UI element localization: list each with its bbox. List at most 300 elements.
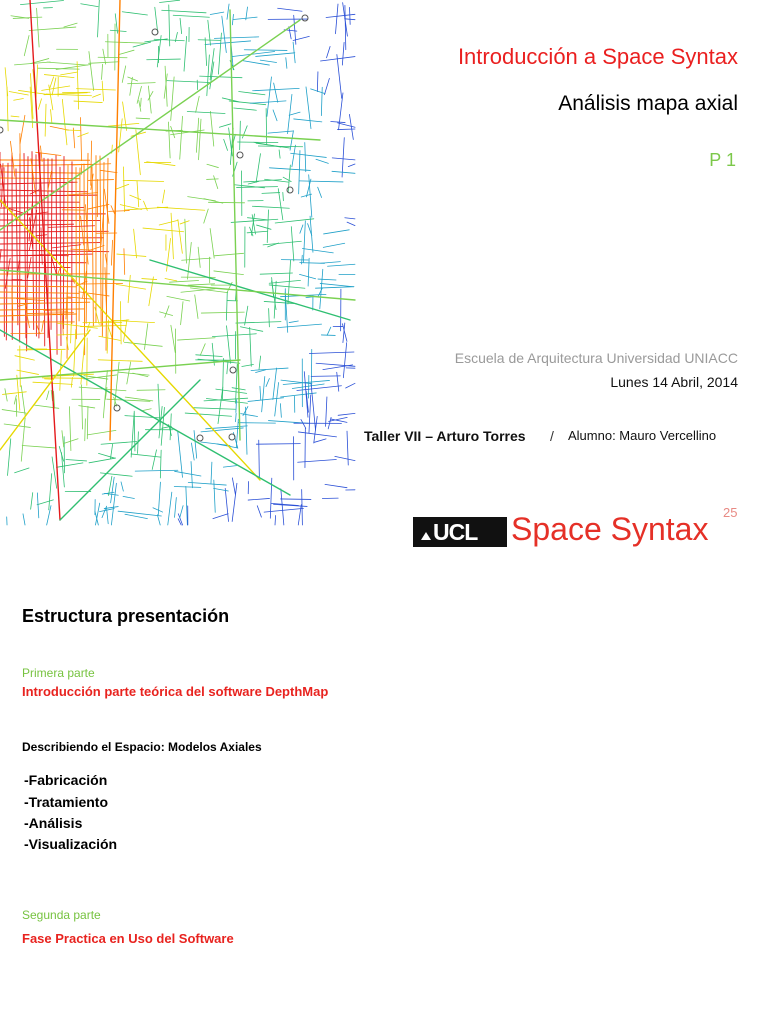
axial-line [207, 179, 219, 180]
axial-line [199, 119, 201, 160]
axial-line [262, 193, 280, 194]
axial-line [124, 320, 127, 342]
axial-line [173, 15, 209, 17]
axial-line [74, 330, 76, 377]
axial-line [233, 17, 257, 19]
axial-line [259, 356, 261, 369]
axial-line [266, 109, 267, 145]
axial-line [95, 307, 99, 324]
axial-line [239, 91, 265, 94]
axial-line [178, 338, 216, 340]
axial-line [0, 270, 355, 300]
axial-line [230, 10, 240, 440]
axial-line [0, 330, 290, 495]
axial-line [191, 443, 194, 460]
axial-line [45, 104, 46, 136]
axial-line [316, 159, 328, 163]
axial-line [305, 142, 306, 171]
axial-line [117, 254, 146, 256]
axial-line [294, 119, 322, 122]
axial-line [124, 249, 125, 275]
axial-line [171, 213, 173, 259]
axial-line [108, 123, 139, 126]
taller-name: Taller VII – Arturo Torres [364, 428, 526, 444]
axial-line [48, 226, 95, 228]
axial-line [280, 404, 281, 418]
axial-line [318, 187, 322, 197]
axial-line [0, 243, 100, 244]
axial-line [37, 8, 40, 47]
axial-line [291, 153, 327, 157]
axial-line [218, 387, 223, 424]
map-node [0, 127, 3, 133]
axial-line [260, 386, 261, 400]
axial-line [71, 323, 72, 343]
axial-line [27, 313, 73, 314]
axial-line [188, 482, 226, 485]
axial-line [298, 505, 301, 525]
axial-line [232, 478, 235, 494]
axial-line [210, 12, 224, 14]
axial-line [6, 163, 8, 340]
axial-line [240, 327, 262, 332]
axial-line [81, 385, 82, 429]
axial-line [51, 159, 52, 330]
axial-line [302, 248, 333, 252]
axial-line [195, 295, 198, 319]
axial-line [15, 356, 34, 360]
presentation-subtitle: Análisis mapa axial [558, 92, 738, 115]
axial-line [331, 122, 345, 123]
axial-line [27, 212, 47, 215]
axial-line [185, 413, 231, 416]
axial-line [308, 258, 309, 286]
axial-line [60, 167, 61, 345]
list-item: -Visualización [24, 836, 118, 852]
axial-line [119, 50, 134, 54]
axial-line [105, 42, 144, 43]
axial-line [338, 129, 355, 130]
axial-line [102, 64, 103, 79]
axial-line [0, 360, 240, 380]
axial-line [180, 116, 183, 159]
axial-line [247, 218, 267, 220]
ucl-space-syntax-logo [413, 505, 743, 555]
axial-line [115, 362, 120, 405]
axial-line [337, 55, 342, 99]
axial-line [121, 482, 123, 491]
axial-line [345, 5, 346, 49]
axial-line [24, 36, 29, 56]
axial-line [303, 221, 305, 262]
axial-line [89, 458, 116, 463]
axial-line [227, 326, 231, 364]
axial-line [316, 363, 355, 366]
axial-line [87, 430, 116, 435]
axial-line [210, 229, 214, 259]
axial-line [266, 379, 269, 387]
axial-line [345, 19, 355, 20]
axial-line [136, 130, 140, 175]
map-node [197, 435, 203, 441]
axial-line [130, 195, 141, 199]
axial-line [321, 262, 341, 264]
axial-line [171, 325, 175, 352]
axial-line [211, 462, 212, 483]
separator: / [550, 428, 554, 444]
axial-line [168, 492, 172, 525]
axial-line [214, 488, 229, 491]
axial-line [162, 10, 206, 13]
axial-line [71, 377, 72, 387]
axial-line [56, 463, 82, 467]
axial-line [299, 181, 343, 182]
axial-line [180, 18, 182, 33]
axial-line [226, 292, 227, 320]
axial-line [259, 440, 260, 477]
axial-line [77, 89, 116, 90]
axial-line [208, 202, 244, 203]
map-node [152, 29, 158, 35]
axial-line [268, 131, 293, 133]
axial-line [165, 279, 177, 281]
map-node [287, 187, 293, 193]
axial-line [59, 446, 63, 461]
axial-line [178, 432, 183, 477]
axial-line [103, 371, 107, 418]
axial-line [35, 405, 59, 408]
axial-line [196, 118, 198, 152]
axial-line [149, 277, 154, 306]
axial-line [232, 14, 233, 24]
axial-line [332, 171, 355, 173]
axial-line [0, 249, 1, 280]
list-item: -Tratamiento [24, 794, 109, 810]
axial-line [124, 342, 162, 346]
axial-line [62, 99, 67, 144]
axial-line [8, 439, 11, 476]
axial-line [49, 474, 52, 510]
axial-line [309, 352, 354, 354]
ucl-triangle-icon [421, 532, 431, 540]
axial-line [225, 488, 228, 521]
axial-line [327, 327, 331, 335]
axial-line [214, 176, 218, 189]
axial-line [213, 514, 228, 519]
axial-line [283, 192, 284, 200]
axial-line [21, 418, 25, 461]
axial-line [208, 20, 211, 45]
axial-line [10, 141, 14, 176]
axial-line [227, 4, 229, 19]
axial-line [44, 75, 74, 78]
axial-line [286, 58, 287, 69]
axial-line [0, 120, 320, 140]
axial-line [263, 241, 301, 245]
axial-line [178, 220, 182, 254]
axial-line [102, 506, 107, 517]
axial-line [244, 50, 287, 51]
axial-line [274, 83, 278, 102]
axial-line [236, 322, 281, 323]
axial-line [335, 4, 338, 34]
axial-line [231, 219, 278, 222]
axial-line [148, 86, 151, 113]
axial-line [87, 406, 88, 439]
axial-line [237, 187, 278, 188]
axial-line [321, 87, 322, 115]
axial-line [15, 468, 29, 473]
axial-line [165, 306, 169, 318]
part2-label: Segunda parte [22, 908, 101, 922]
axial-line [109, 211, 130, 212]
axial-line [42, 86, 70, 90]
axial-line [253, 88, 300, 90]
axial-line [0, 231, 108, 232]
axial-line [167, 296, 190, 301]
axial-line [248, 398, 284, 402]
axial-line [251, 368, 288, 370]
axial-line [248, 498, 269, 500]
axial-line [102, 81, 103, 101]
axial-line [277, 324, 321, 328]
axial-line [62, 431, 64, 447]
axial-line [275, 383, 279, 417]
axial-line [194, 431, 197, 459]
axial-line [22, 446, 55, 448]
axial-line [236, 413, 237, 421]
axial-line [122, 66, 125, 83]
axial-line [187, 242, 191, 279]
axial-line [79, 406, 95, 408]
axial-line [0, 314, 77, 316]
axial-line [5, 389, 7, 401]
axial-line [11, 116, 19, 117]
axial-line [327, 46, 331, 57]
axial-line [335, 456, 355, 460]
axial-line [37, 500, 53, 505]
axial-line [88, 204, 109, 209]
axial-line [242, 365, 254, 367]
axial-line [234, 108, 257, 110]
axial-line [204, 209, 209, 223]
axial-line [328, 264, 355, 266]
axial-line [171, 77, 174, 121]
axial-line [136, 118, 150, 119]
axial-line [306, 87, 311, 129]
axial-line [264, 508, 303, 512]
axial-line [214, 271, 244, 275]
axial-line [300, 225, 303, 233]
axial-line [207, 55, 210, 96]
axial-line [309, 395, 311, 433]
axial-line [257, 225, 271, 229]
axial-line [181, 302, 183, 325]
axial-line [66, 460, 87, 461]
axial-line [207, 164, 218, 167]
axial-line [326, 14, 355, 17]
axial-line [143, 228, 184, 232]
axial-line [252, 206, 289, 208]
axial-line [325, 484, 347, 487]
axial-line [104, 189, 109, 223]
axial-line [258, 146, 302, 147]
axial-line [9, 91, 28, 95]
axial-line [273, 110, 277, 121]
axial-line [288, 260, 291, 304]
axial-line [73, 128, 74, 148]
axial-line [99, 336, 120, 340]
axial-line [36, 324, 40, 334]
axial-line [242, 126, 247, 138]
axial-line [292, 145, 296, 167]
axial-line [267, 210, 268, 243]
axial-line [130, 77, 133, 95]
axial-line [338, 123, 355, 127]
axial-line [196, 96, 200, 112]
axial-line [223, 466, 236, 467]
axial-line [14, 62, 50, 65]
axial-line [342, 42, 344, 65]
axial-line [23, 514, 25, 525]
axial-line [116, 184, 129, 189]
axial-line [47, 62, 87, 65]
axial-line [180, 506, 183, 518]
axial-line [245, 306, 248, 325]
axial-line [99, 453, 115, 458]
map-node [229, 434, 235, 440]
part-code: P 1 [709, 150, 736, 170]
axial-line [134, 229, 137, 258]
axial-line [57, 334, 88, 335]
axial-line [222, 358, 223, 399]
axial-line [267, 77, 272, 116]
axial-line [174, 486, 201, 487]
axial-line [250, 327, 252, 366]
axial-line [93, 94, 101, 97]
axial-line [100, 170, 117, 172]
axial-line [214, 480, 215, 512]
axial-line [269, 308, 270, 326]
axial-map-image [0, 0, 360, 530]
axial-line [275, 515, 276, 525]
axial-line [92, 167, 93, 326]
axial-line [224, 139, 228, 150]
axial-line [160, 312, 173, 316]
axial-line [337, 372, 339, 391]
space-syntax-logo-text: Space Syntax [511, 511, 709, 547]
structure-heading: Estructura presentación [22, 606, 230, 626]
axial-line [5, 258, 10, 288]
axial-line [222, 16, 226, 52]
map-node [230, 367, 236, 373]
axial-line [123, 496, 134, 498]
axial-line [20, 115, 25, 143]
axial-line [324, 230, 350, 234]
axial-line [162, 190, 164, 203]
axial-line [187, 112, 225, 114]
axial-line [320, 269, 323, 309]
axial-line [0, 262, 86, 263]
axial-line [188, 284, 215, 285]
axial-line [123, 102, 127, 131]
axial-line [175, 498, 177, 518]
axial-line [157, 207, 204, 210]
axial-line [51, 110, 52, 124]
axial-line [278, 8, 302, 11]
axial-line [125, 416, 162, 418]
axial-line [16, 169, 18, 325]
axial-line [50, 126, 69, 130]
axial-line [89, 52, 94, 91]
axial-line [350, 7, 351, 24]
axial-line [214, 253, 243, 256]
part2-text: Fase Practica en Uso del Software [22, 931, 234, 946]
axial-line [318, 288, 322, 297]
axial-line [142, 279, 157, 280]
axial-line [159, 220, 178, 225]
axial-line [347, 431, 348, 465]
axial-line [298, 460, 337, 463]
axial-line [40, 146, 42, 162]
axial-line [257, 506, 261, 517]
axial-line [168, 122, 170, 158]
axial-line [260, 60, 276, 62]
axial-line [256, 444, 300, 445]
axial-line [200, 344, 205, 356]
axial-line [111, 444, 113, 458]
axial-line [152, 450, 156, 470]
axial-line [89, 245, 104, 250]
axial-line [107, 320, 108, 353]
axial-line [71, 249, 93, 250]
axial-line [218, 33, 221, 74]
axial-line [81, 4, 98, 7]
axial-line [281, 489, 284, 525]
axial-line [288, 94, 292, 133]
axial-line [108, 327, 112, 338]
axial-line [137, 390, 165, 391]
axial-line [147, 59, 181, 60]
axial-line [269, 280, 300, 283]
axial-line [170, 281, 199, 283]
axial-line [14, 98, 24, 100]
axial-line [347, 222, 355, 225]
axial-line [24, 153, 26, 337]
axial-line [29, 239, 31, 250]
axial-line [210, 111, 213, 146]
axial-line [67, 165, 68, 359]
axial-line [332, 158, 355, 160]
axial-line [314, 439, 326, 442]
axial-line [184, 36, 187, 71]
axial-line [343, 343, 346, 378]
axial-line [157, 515, 160, 525]
axial-line [69, 407, 70, 451]
axial-line [185, 219, 187, 263]
axial-line [273, 368, 277, 399]
axial-line [238, 142, 278, 143]
axial-line [219, 124, 231, 127]
map-node [237, 152, 243, 158]
axial-line [324, 78, 329, 94]
axial-line [80, 325, 126, 326]
axial-line [125, 514, 147, 518]
axial-line [300, 274, 316, 278]
map-node [302, 15, 308, 21]
axial-line [289, 27, 291, 39]
axial-line [122, 12, 147, 15]
